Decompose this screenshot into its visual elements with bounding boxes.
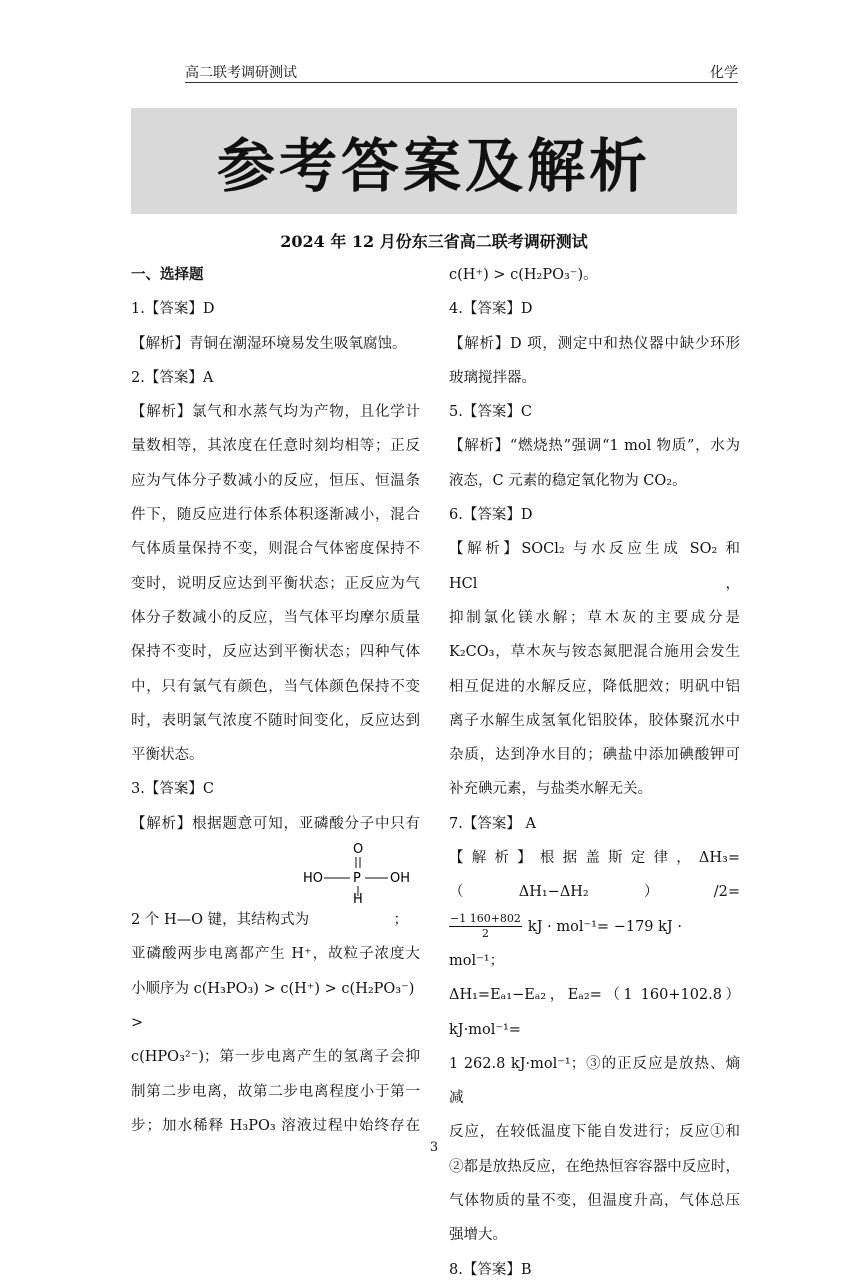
struct-p: P bbox=[353, 871, 361, 887]
q3-line: c(HPO₃²⁻)；第一步电离产生的氢离子会抑 bbox=[131, 1049, 420, 1066]
page-number: 3 bbox=[429, 1140, 439, 1155]
struct-h: H bbox=[353, 892, 363, 904]
q7-line: 1 262.8 kJ·mol⁻¹；③的正反应是放热、熵减 bbox=[449, 1055, 740, 1107]
q3-line: 制第二步电离，故第二步电离程度小于第一 bbox=[131, 1083, 420, 1100]
q3-line: 小顺序为 c(H₃PO₃) > c(H⁺) > c(H₂PO₃⁻) > bbox=[131, 980, 415, 1031]
q2-line: 应为气体分子数减小的反应，恒压、恒温条 bbox=[131, 472, 420, 489]
q6-line: 杂质，达到净水目的；碘盐中添加碘酸钾可 bbox=[449, 747, 740, 764]
struct-oh: OH bbox=[390, 871, 411, 887]
q8-answer: 8.【答案】B bbox=[449, 1261, 532, 1278]
q3-line: 亚磷酸两步电离都产生 H⁺，故粒子浓度大 bbox=[131, 946, 420, 963]
q7-line-2: kJ · mol⁻¹= −179 kJ · mol⁻¹； bbox=[449, 918, 682, 969]
q2-line: 中，只有氯气有颜色，当气体颜色保持不变 bbox=[131, 678, 420, 695]
q2-line: 【解析】氯气和水蒸气均为产物，且化学计 bbox=[131, 404, 420, 421]
q6-line: 离子水解生成氢氧化铝胶体，胶体聚沉水中 bbox=[449, 712, 740, 729]
q4-line: 【解析】D 项，测定中和热仪器中缺少环形 bbox=[449, 335, 740, 352]
q3-line bbox=[131, 903, 420, 937]
right-column bbox=[449, 258, 740, 1287]
q6-last-line: 补充碘元素，与盐类水解无关。 bbox=[449, 781, 652, 798]
q1-analysis: 【解析】青铜在潮湿环境易发生吸氧腐蚀。 bbox=[131, 335, 407, 352]
q7-line bbox=[449, 910, 740, 979]
q7-line: 【解析】根据盖斯定律，ΔH₃=（ΔH₁−ΔH₂）/2= bbox=[449, 850, 740, 901]
q4-answer: 4.【答案】D bbox=[449, 301, 533, 318]
q5-line: 液态，C 元素的稳定氧化物为 CO₂。 bbox=[449, 472, 687, 489]
q7-answer: 7.【答案】 A bbox=[449, 815, 536, 832]
q3-line: 【解析】根据题意可知，亚磷酸分子中只有 bbox=[131, 815, 420, 832]
header-left: 高二联考调研测试 bbox=[185, 65, 297, 81]
page-header bbox=[185, 62, 738, 83]
q3-line-2a: 2 个 H—O 键，其结构式为 bbox=[131, 912, 310, 929]
q2-line: 量数相等，其浓度在任意时刻均相等；正反 bbox=[131, 438, 420, 455]
q3-answer: 3.【答案】C bbox=[131, 781, 214, 798]
struct-o: O bbox=[353, 842, 364, 858]
q2-line: 体分子数减小的反应，当气体平均摩尔质量 bbox=[131, 609, 420, 626]
q2-line: 气体质量保持不变，则混合气体密度保持不 bbox=[131, 541, 420, 558]
q6-line: 抑制氯化镁水解；草木灰的主要成分是 bbox=[449, 609, 740, 626]
header-right: 化学 bbox=[710, 65, 738, 81]
q4-line: 玻璃搅拌器。 bbox=[449, 369, 536, 386]
fraction bbox=[449, 912, 522, 941]
struct-ho: HO bbox=[303, 871, 324, 887]
fraction-numerator: −1 160+802 bbox=[450, 912, 521, 926]
q2-last-line: 平衡状态。 bbox=[131, 747, 204, 764]
q3-line: c(H⁺) > c(H₂PO₃⁻)。 bbox=[449, 267, 598, 283]
title-banner bbox=[131, 108, 737, 214]
q2-line: 件下，随反应进行体系体积逐渐减小，混合 bbox=[131, 507, 420, 524]
q1-answer: 1.【答案】D bbox=[131, 301, 215, 318]
q7-line: 反应，在较低温度下能自发进行；反应①和 bbox=[449, 1124, 740, 1141]
q2-line: 时，表明氯气浓度不随时间变化，反应达到 bbox=[131, 712, 420, 729]
banner-title: 参考答案及解析 bbox=[216, 132, 651, 200]
fraction-denominator: 2 bbox=[481, 927, 489, 941]
q5-answer: 5.【答案】C bbox=[449, 404, 532, 421]
q7-line: ②都是放热反应，在绝热恒容容器中反应时， bbox=[449, 1158, 740, 1175]
section-heading: 一、选择题 bbox=[131, 266, 204, 283]
q6-line: 【解析】SOCl₂ 与水反应生成 SO₂ 和 HCl， bbox=[449, 541, 740, 592]
q3-line-2b: ； bbox=[393, 912, 408, 929]
q2-line: 保持不变时，反应达到平衡状态；四种气体 bbox=[131, 644, 420, 661]
q6-answer: 6.【答案】D bbox=[449, 507, 533, 524]
phosphorous-acid-structure bbox=[131, 841, 420, 903]
q2-line: 变时，说明反应达到平衡状态；正反应为气 bbox=[131, 575, 420, 592]
q6-line: K₂CO₃，草木灰与铵态氮肥混合施用会发生 bbox=[449, 644, 740, 661]
q2-answer: 2.【答案】A bbox=[131, 369, 214, 386]
q7-line: 强增大。 bbox=[449, 1227, 507, 1244]
q5-line: 【解析】“燃烧热”强调“1 mol 物质”，水为 bbox=[449, 438, 740, 455]
q6-line: 相互促进的水解反应，降低肥效；明矾中铝 bbox=[449, 678, 740, 695]
subtitle: 2024 年 12 月份东三省高二联考调研测试 bbox=[280, 232, 588, 251]
left-column bbox=[131, 258, 420, 1143]
q3-line: 步；加水稀释 H₃PO₃ 溶液过程中始终存在 bbox=[131, 1117, 420, 1134]
q7-line: 气体物质的量不变，但温度升高，气体总压 bbox=[449, 1193, 740, 1210]
q7-line: ΔH₁=Eₐ₁−Eₐ₂，Eₐ₂=（1 160+102.8）kJ·mol⁻¹= bbox=[449, 987, 740, 1038]
